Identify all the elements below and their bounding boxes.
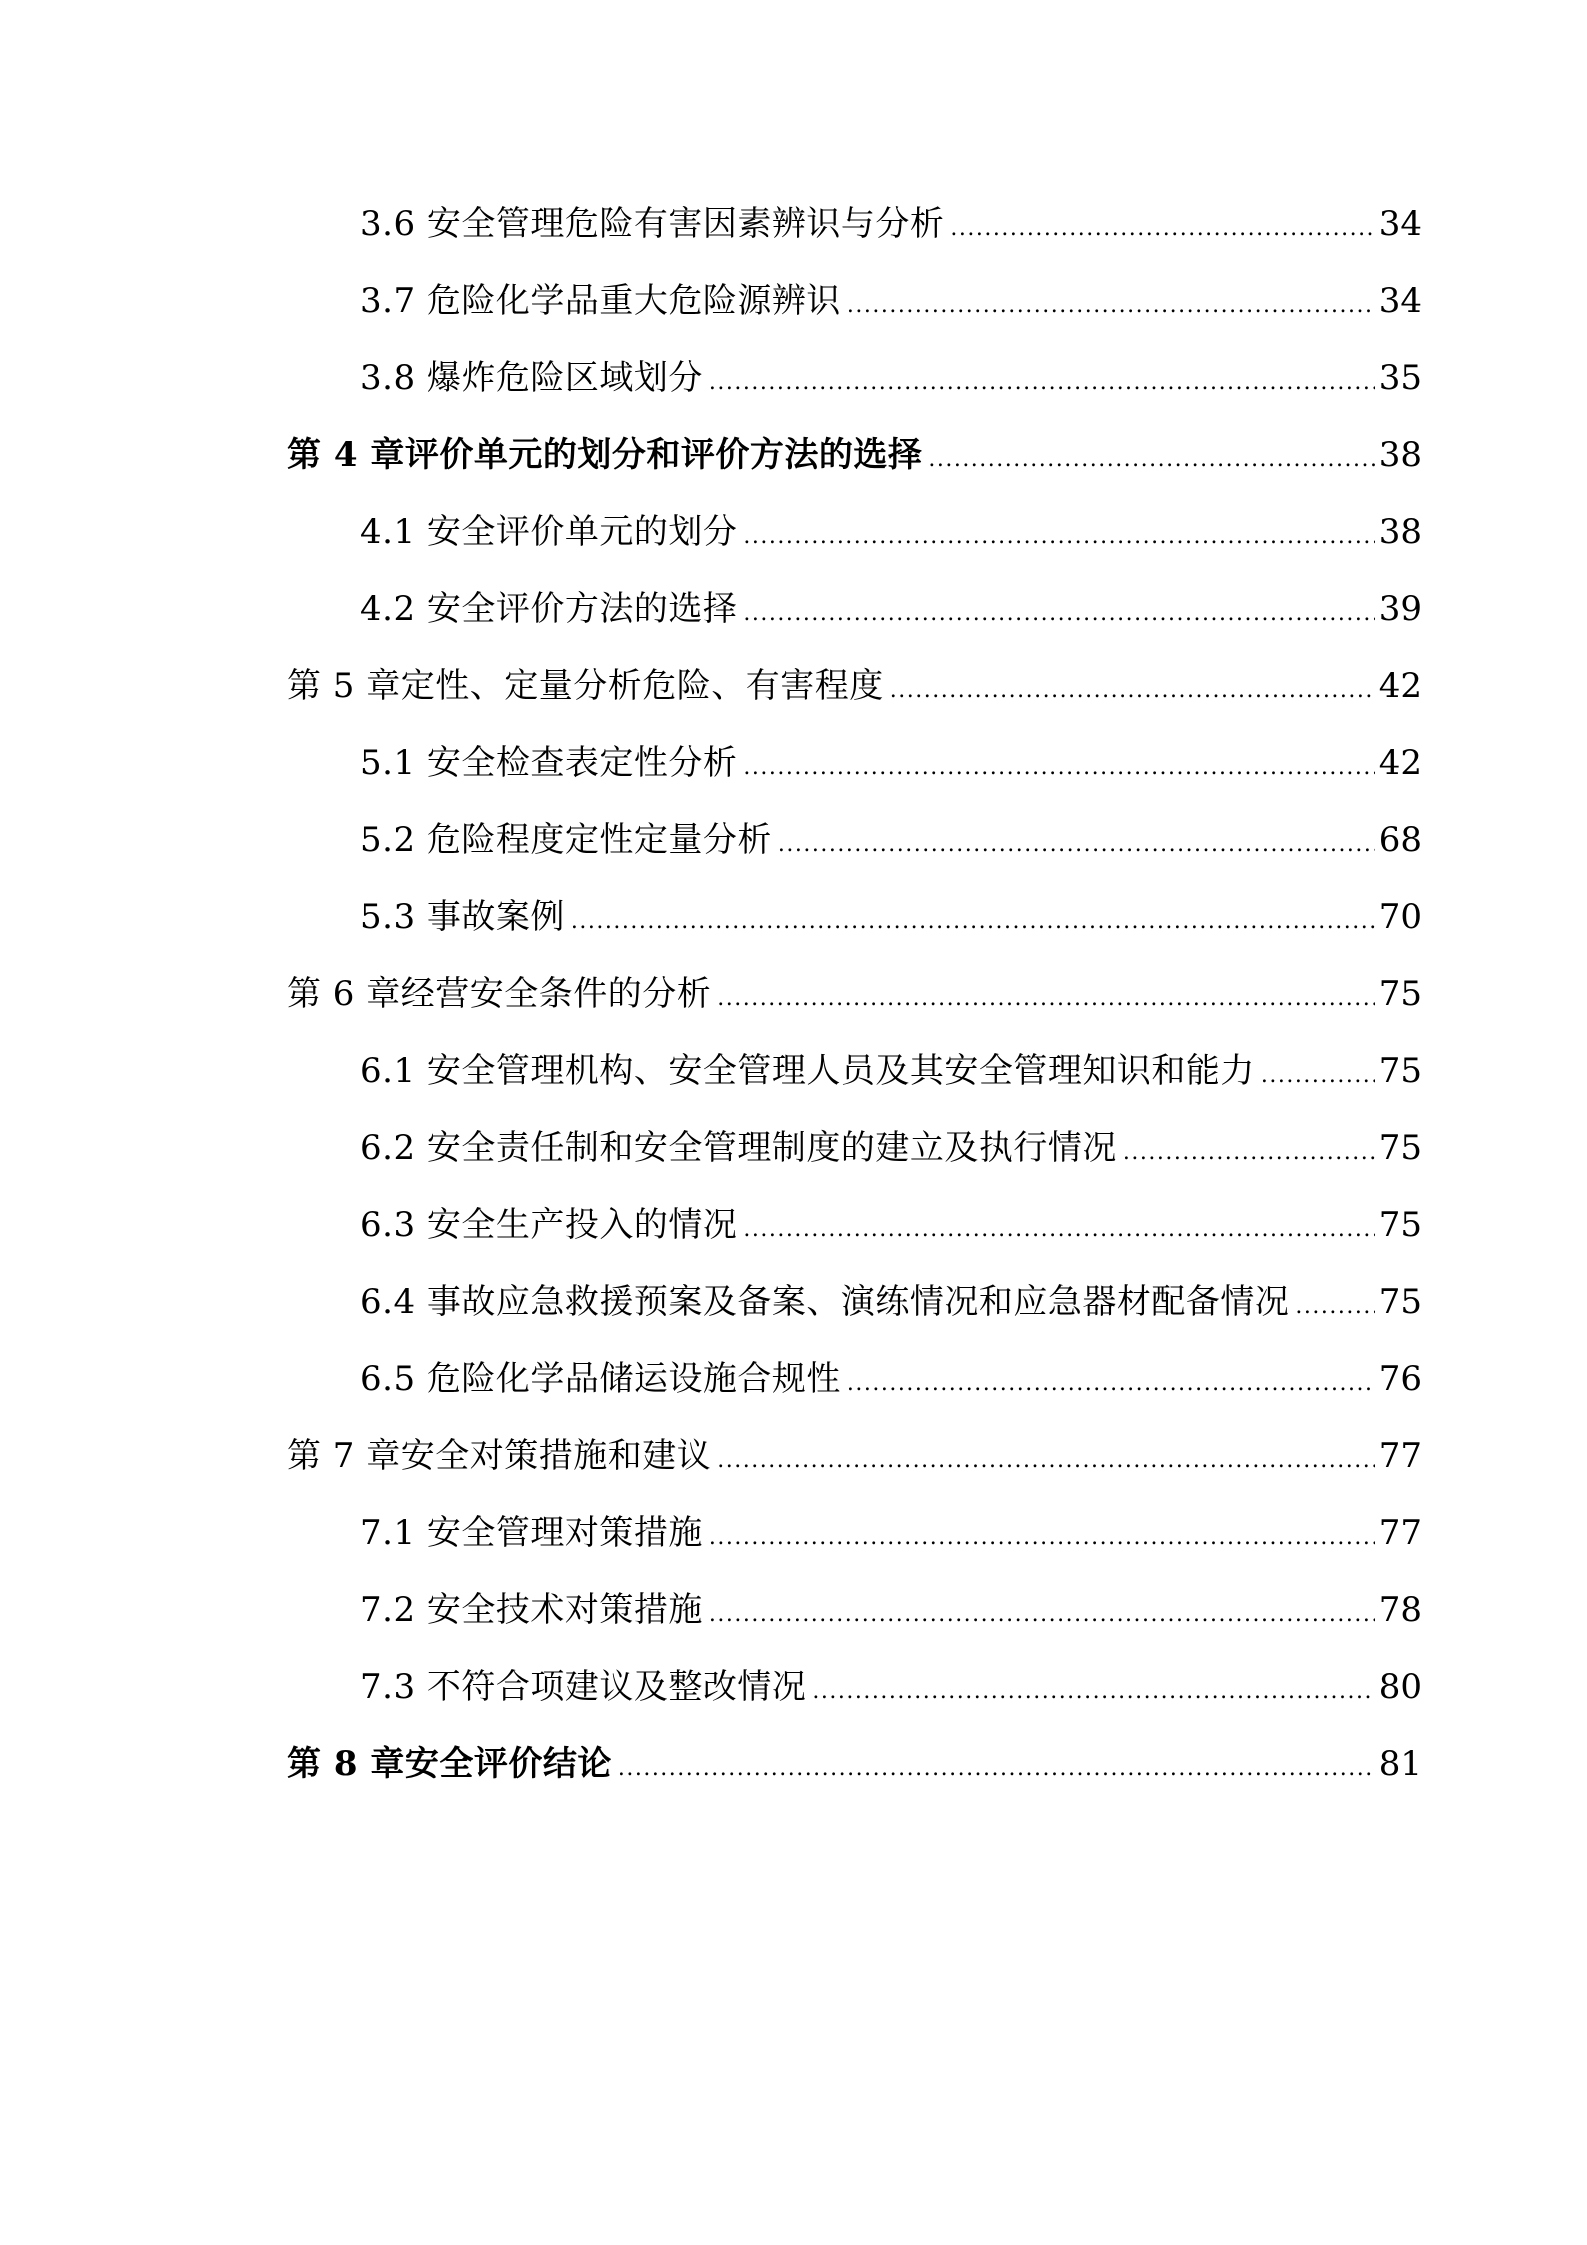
toc-entry-label: 4.1 安全评价单元的划分 <box>360 512 738 552</box>
toc-entry-label: 第 7 章安全对策措施和建议 <box>287 1436 712 1476</box>
toc-entry-page: 75 <box>1378 1128 1422 1168</box>
toc-entry[interactable] <box>360 1354 1422 1404</box>
toc-entry-page: 68 <box>1378 820 1422 860</box>
toc-entry-page: 75 <box>1378 1051 1422 1091</box>
toc-entry-label: 5.1 安全检查表定性分析 <box>360 743 738 783</box>
dot-leader <box>778 820 1375 870</box>
toc-entry-page: 35 <box>1378 358 1422 398</box>
toc-entry-label: 5.3 事故案例 <box>360 897 565 937</box>
dot-leader <box>743 1205 1374 1255</box>
toc-entry-page: 77 <box>1378 1513 1422 1553</box>
dot-leader <box>743 589 1374 639</box>
dot-leader <box>1123 1128 1375 1178</box>
toc-entry[interactable] <box>360 892 1422 942</box>
toc-entry-label: 6.1 安全管理机构、安全管理人员及其安全管理知识和能力 <box>360 1051 1255 1091</box>
toc-entry[interactable] <box>360 1200 1422 1250</box>
toc-entry-label: 5.2 危险程度定性定量分析 <box>360 820 772 860</box>
toc-entry-page: 78 <box>1378 1590 1422 1630</box>
toc-entry-label: 3.8 爆炸危险区域划分 <box>360 358 703 398</box>
toc-chapter-entry[interactable] <box>287 661 1422 711</box>
toc-chapter-entry[interactable] <box>287 1431 1422 1481</box>
dot-leader <box>571 897 1375 947</box>
toc-entry-page: 75 <box>1378 974 1422 1014</box>
toc-entry-page: 34 <box>1378 204 1422 244</box>
toc-entry-label: 6.5 危险化学品储运设施合规性 <box>360 1359 841 1399</box>
dot-leader <box>743 512 1374 562</box>
dot-leader <box>618 1744 1375 1794</box>
dot-leader <box>812 1667 1374 1717</box>
dot-leader <box>928 435 1374 485</box>
toc-entry[interactable] <box>360 507 1422 557</box>
dot-leader <box>847 281 1375 331</box>
toc-entry-page: 75 <box>1378 1282 1422 1322</box>
dot-leader <box>709 1513 1375 1563</box>
toc-entry[interactable] <box>360 584 1422 634</box>
toc-entry[interactable] <box>360 738 1422 788</box>
toc-entry-label: 3.6 安全管理危险有害因素辨识与分析 <box>360 204 945 244</box>
dot-leader <box>950 204 1374 254</box>
toc-entry-label: 6.2 安全责任制和安全管理制度的建立及执行情况 <box>360 1128 1117 1168</box>
toc-entry-label: 第 8 章安全评价结论 <box>287 1744 612 1784</box>
dot-leader <box>1295 1282 1374 1332</box>
dot-leader <box>717 1436 1374 1486</box>
toc-entry-label: 4.2 安全评价方法的选择 <box>360 589 738 629</box>
toc-entry-label: 3.7 危险化学品重大危险源辨识 <box>360 281 841 321</box>
toc-chapter-entry[interactable] <box>287 430 1422 480</box>
toc-entry-page: 70 <box>1378 897 1422 937</box>
dot-leader <box>890 666 1375 716</box>
toc-entry-page: 42 <box>1378 743 1422 783</box>
toc-entry-page: 38 <box>1378 435 1422 475</box>
toc-entry-label: 第 5 章定性、定量分析危险、有害程度 <box>287 666 884 706</box>
toc-entry-page: 42 <box>1378 666 1422 706</box>
toc-entry-label: 7.1 安全管理对策措施 <box>360 1513 703 1553</box>
dot-leader <box>709 358 1375 408</box>
toc-chapter-entry[interactable] <box>287 1739 1422 1789</box>
toc-entry-page: 34 <box>1378 281 1422 321</box>
toc-entry-page: 39 <box>1378 589 1422 629</box>
dot-leader <box>709 1590 1375 1640</box>
toc-entry[interactable] <box>360 276 1422 326</box>
toc-entry-label: 7.3 不符合项建议及整改情况 <box>360 1667 807 1707</box>
toc-entry[interactable] <box>360 1123 1422 1173</box>
toc-entry-page: 80 <box>1378 1667 1422 1707</box>
toc-entry-page: 77 <box>1378 1436 1422 1476</box>
toc-entry[interactable] <box>360 1662 1422 1712</box>
toc-entry-label: 6.3 安全生产投入的情况 <box>360 1205 738 1245</box>
dot-leader <box>847 1359 1375 1409</box>
toc-entry-label: 7.2 安全技术对策措施 <box>360 1590 703 1630</box>
toc-entry[interactable] <box>360 815 1422 865</box>
toc-chapter-entry[interactable] <box>287 969 1422 1019</box>
toc-entry-page: 38 <box>1378 512 1422 552</box>
toc-entry-label: 第 4 章评价单元的划分和评价方法的选择 <box>287 435 923 475</box>
toc-entry-label: 6.4 事故应急救援预案及备案、演练情况和应急器材配备情况 <box>360 1282 1290 1322</box>
toc-entry[interactable] <box>360 199 1422 249</box>
toc-entry[interactable] <box>360 1277 1422 1327</box>
dot-leader <box>717 974 1374 1024</box>
toc-entry-label: 第 6 章经营安全条件的分析 <box>287 974 712 1014</box>
dot-leader <box>1261 1051 1375 1101</box>
toc-entry[interactable] <box>360 353 1422 403</box>
toc-entry-page: 76 <box>1378 1359 1422 1399</box>
toc-entry-page: 81 <box>1378 1744 1422 1784</box>
dot-leader <box>743 743 1374 793</box>
toc-entry[interactable] <box>360 1046 1422 1096</box>
toc-entry[interactable] <box>360 1508 1422 1558</box>
toc-entry-page: 75 <box>1378 1205 1422 1245</box>
toc-entry[interactable] <box>360 1585 1422 1635</box>
